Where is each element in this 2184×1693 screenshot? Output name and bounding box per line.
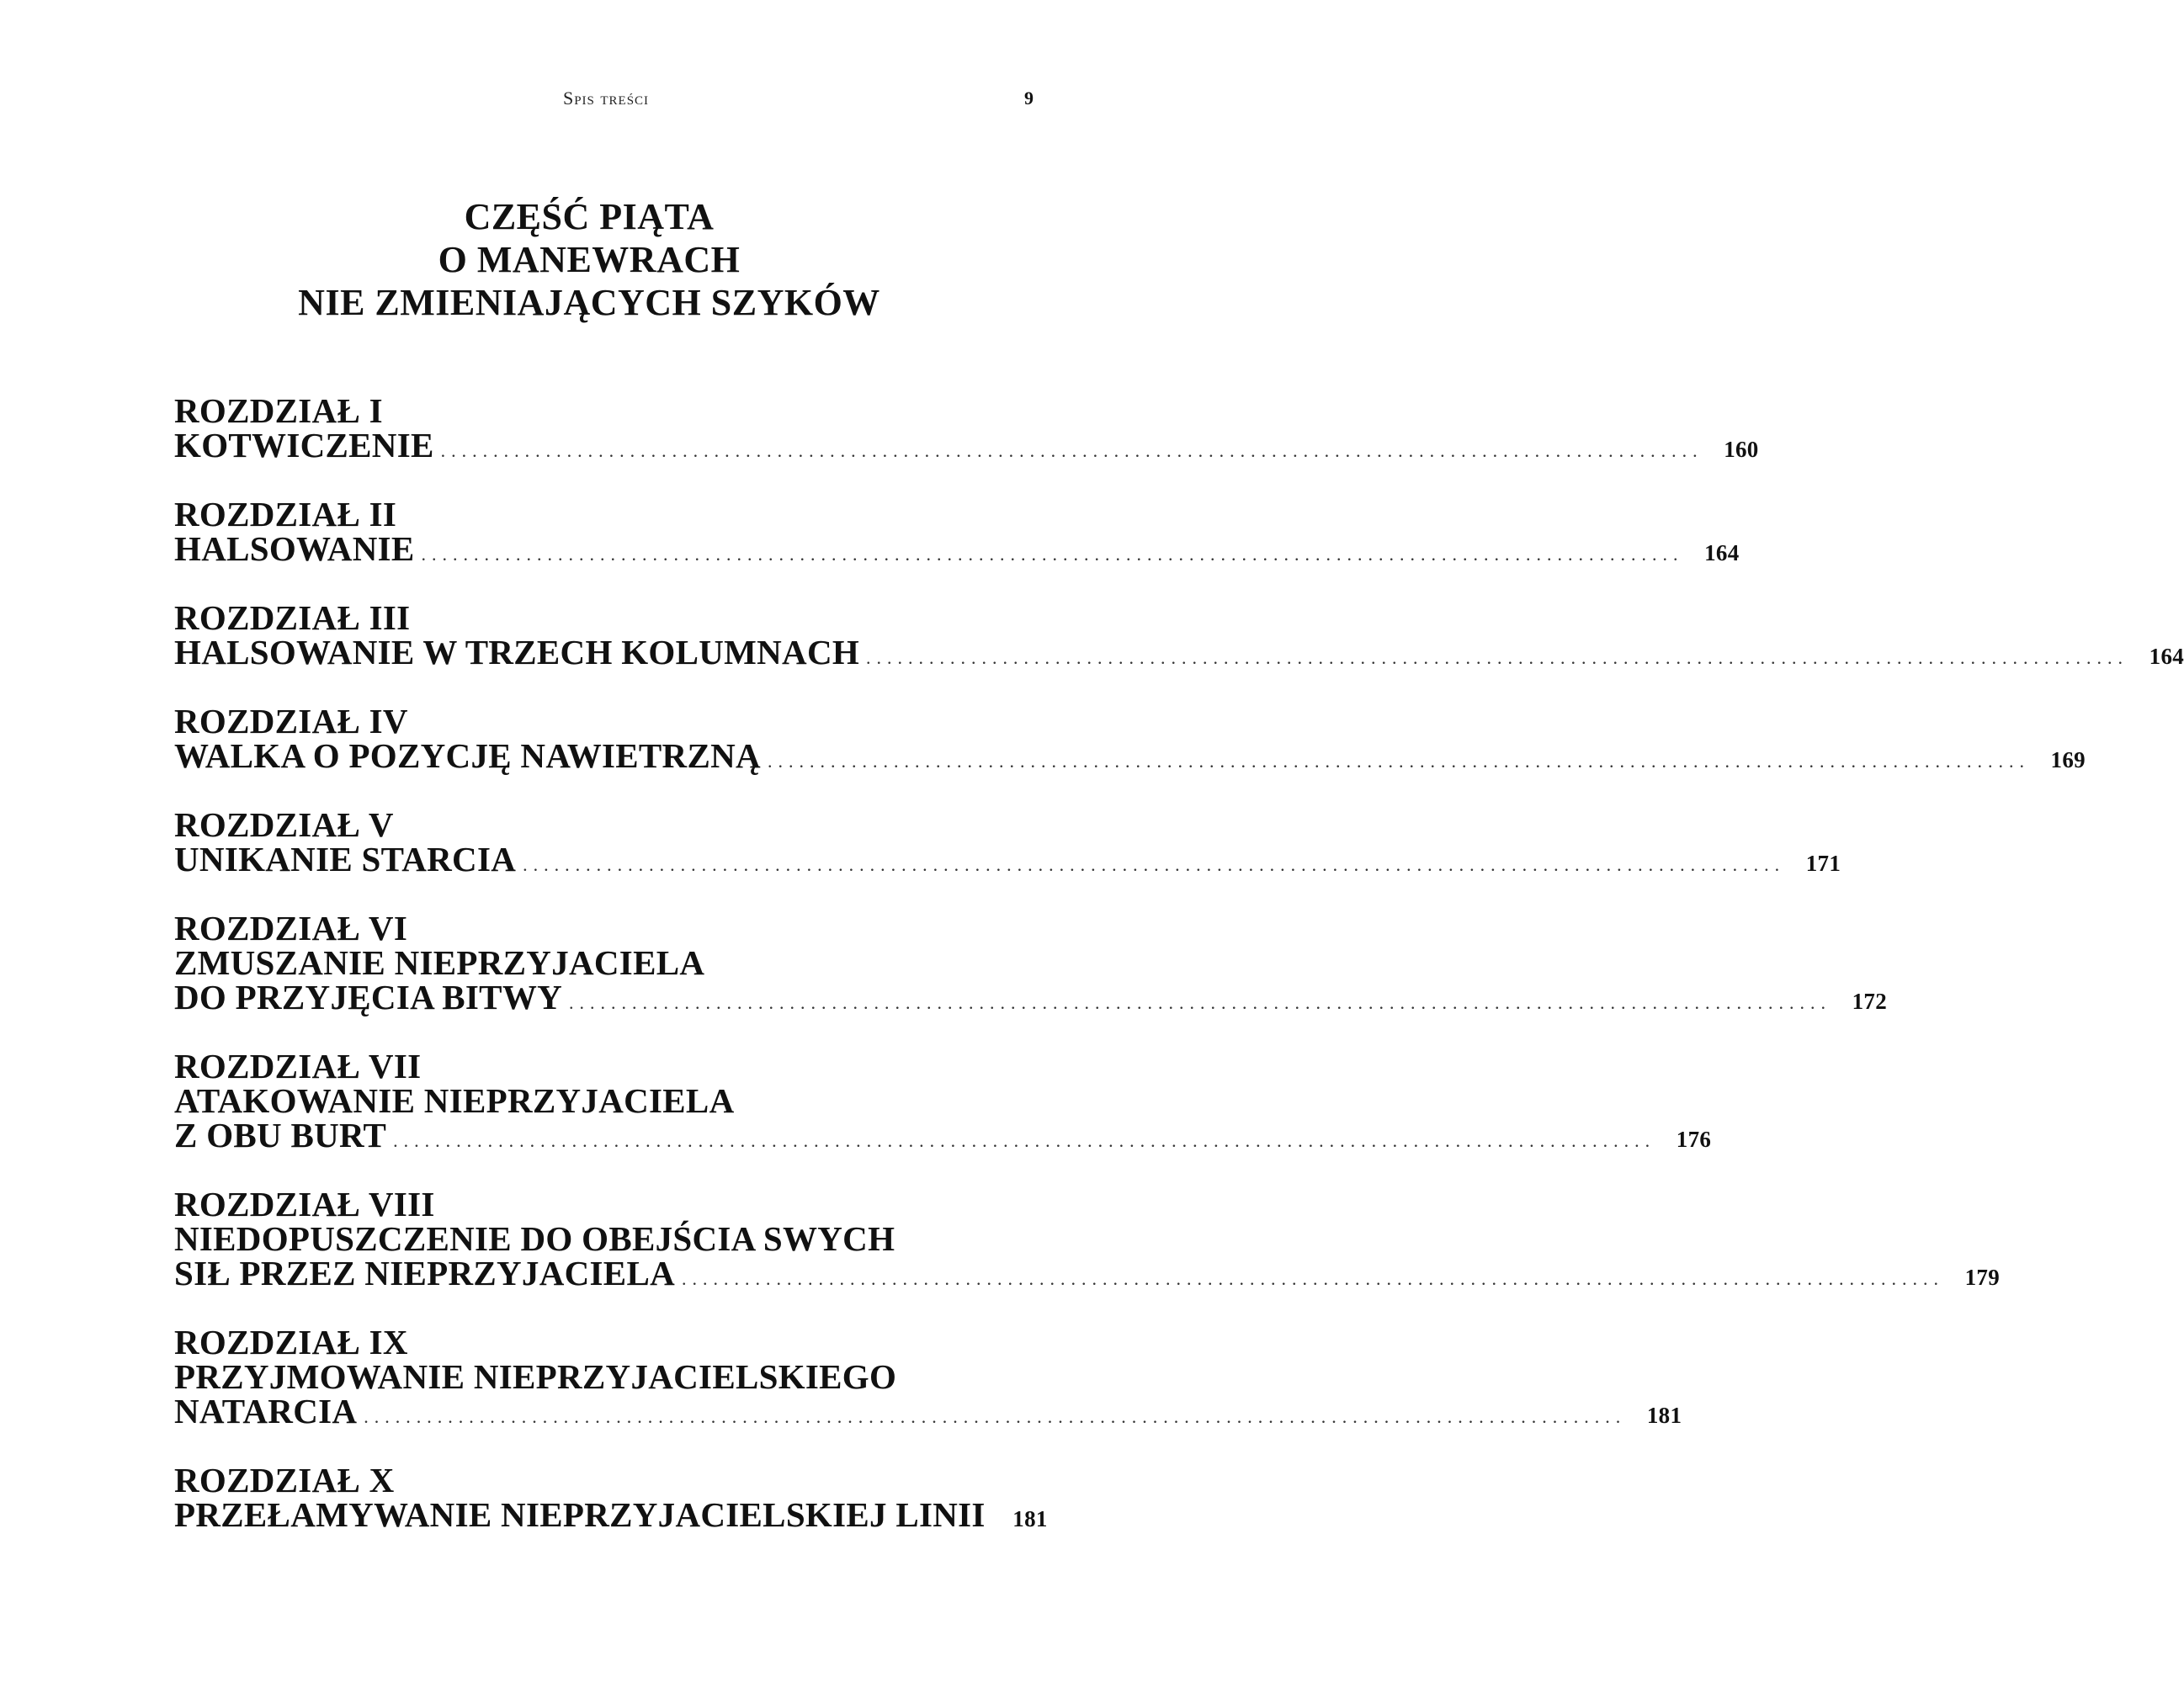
toc-page-number: 172 <box>1852 989 1888 1014</box>
toc-page-number: 179 <box>1964 1265 2000 1290</box>
chapter-title-line: ZMUSZANIE NIEPRZYJACIELA <box>174 943 705 982</box>
toc-entry[interactable] <box>174 598 2184 675</box>
chapter-number: ROZDZIAŁ V <box>174 805 394 844</box>
toc-entry[interactable] <box>174 909 1888 1020</box>
chapter-title-line: KOTWICZENIE <box>174 426 434 464</box>
chapter-title-row <box>174 426 1759 468</box>
toc-page-number: 169 <box>2050 747 2086 772</box>
chapter-title-row <box>174 978 1888 1020</box>
chapter-number: ROZDZIAŁ VI <box>174 909 408 947</box>
chapter-number: ROZDZIAŁ IV <box>174 702 408 740</box>
chapter-title-line: HALSOWANIE W TRZECH KOLUMNACH <box>174 633 860 671</box>
toc-entry[interactable] <box>174 391 1759 468</box>
chapter-title-row <box>174 1495 1048 1537</box>
chapter-title-row <box>174 1392 1682 1434</box>
chapter-title-line: ATAKOWANIE NIEPRZYJACIELA <box>174 1081 735 1120</box>
toc-entry[interactable] <box>174 495 1740 571</box>
part-heading-line: O MANEWRACH <box>438 239 741 280</box>
dot-leader: ........................................................................................................................ <box>421 544 1684 565</box>
toc-entry[interactable] <box>174 1323 1682 1434</box>
chapter-title-line: NIEDOPUSZCZENIE DO OBEJŚCIA SWYCH <box>174 1219 895 1258</box>
chapter-title-row <box>174 736 2086 778</box>
chapter-number: ROZDZIAŁ I <box>174 391 383 430</box>
toc-entry[interactable] <box>174 805 1841 882</box>
chapter-title-row <box>174 1254 2000 1296</box>
chapter-title-line: WALKA O POZYCJĘ NAWIETRZNĄ <box>174 736 761 775</box>
table-of-contents <box>174 391 2184 1567</box>
toc-entry[interactable] <box>174 1047 1712 1158</box>
toc-page-number: 164 <box>1704 540 1740 565</box>
toc-page-number: 171 <box>1805 851 1841 876</box>
running-title: Spis treści <box>562 88 650 109</box>
chapter-number: ROZDZIAŁ VII <box>174 1047 422 1085</box>
toc-page-number: 164 <box>2149 644 2184 669</box>
chapter-title-row <box>174 529 1740 571</box>
part-heading-line: CZĘŚĆ PIĄTA <box>464 196 715 237</box>
chapter-number: ROZDZIAŁ X <box>174 1461 395 1499</box>
chapter-title-line: PRZEŁAMYWANIE NIEPRZYJACIELSKIEJ LINII <box>174 1495 986 1534</box>
chapter-title-line: DO PRZYJĘCIA BITWY <box>174 978 563 1016</box>
toc-entry[interactable] <box>174 1185 2000 1296</box>
dot-leader: ........................................................................................................................ <box>682 1268 1944 1289</box>
dot-leader: ........................................................................................................................ <box>569 992 1832 1013</box>
running-head <box>0 88 1178 113</box>
part-heading-line: NIE ZMIENIAJĄCYCH SZYKÓW <box>298 282 880 323</box>
chapter-number: ROZDZIAŁ II <box>174 495 397 533</box>
chapter-title-line: UNIKANIE STARCIA <box>174 840 517 878</box>
chapter-title-line: PRZYJMOWANIE NIEPRZYJACIELSKIEGO <box>174 1357 897 1396</box>
dot-leader: ........................................................................................................................ <box>866 647 2129 668</box>
toc-entry[interactable] <box>174 702 2086 778</box>
dot-leader: ........................................................................................................................ <box>767 751 2030 772</box>
chapter-number: ROZDZIAŁ VIII <box>174 1185 435 1223</box>
chapter-title-row <box>174 633 2184 675</box>
chapter-number: ROZDZIAŁ III <box>174 598 411 637</box>
part-heading <box>0 195 1178 324</box>
dot-leader: ........................................................................................................................ <box>393 1130 1656 1151</box>
chapter-number: ROZDZIAŁ IX <box>174 1323 408 1361</box>
chapter-title-line: HALSOWANIE <box>174 529 415 568</box>
dot-leader: ........................................................................................................................ <box>440 440 1703 461</box>
dot-leader: ........................................................................................................................ <box>364 1406 1627 1427</box>
page-number: 9 <box>1024 88 1034 109</box>
toc-page-number: 176 <box>1676 1127 1712 1152</box>
toc-page-number: 160 <box>1724 437 1759 462</box>
toc-page-number: 181 <box>1012 1506 1048 1531</box>
chapter-title-row <box>174 840 1841 882</box>
chapter-title-row <box>174 1116 1712 1158</box>
dot-leader: ........................................................................................................................ <box>523 854 1786 875</box>
chapter-title-line: NATARCIA <box>174 1392 358 1430</box>
chapter-title-line: SIŁ PRZEZ NIEPRZYJACIELA <box>174 1254 675 1292</box>
chapter-title-line: Z OBU BURT <box>174 1116 387 1154</box>
toc-entry[interactable] <box>174 1461 1048 1537</box>
toc-page-number: 181 <box>1646 1403 1682 1428</box>
